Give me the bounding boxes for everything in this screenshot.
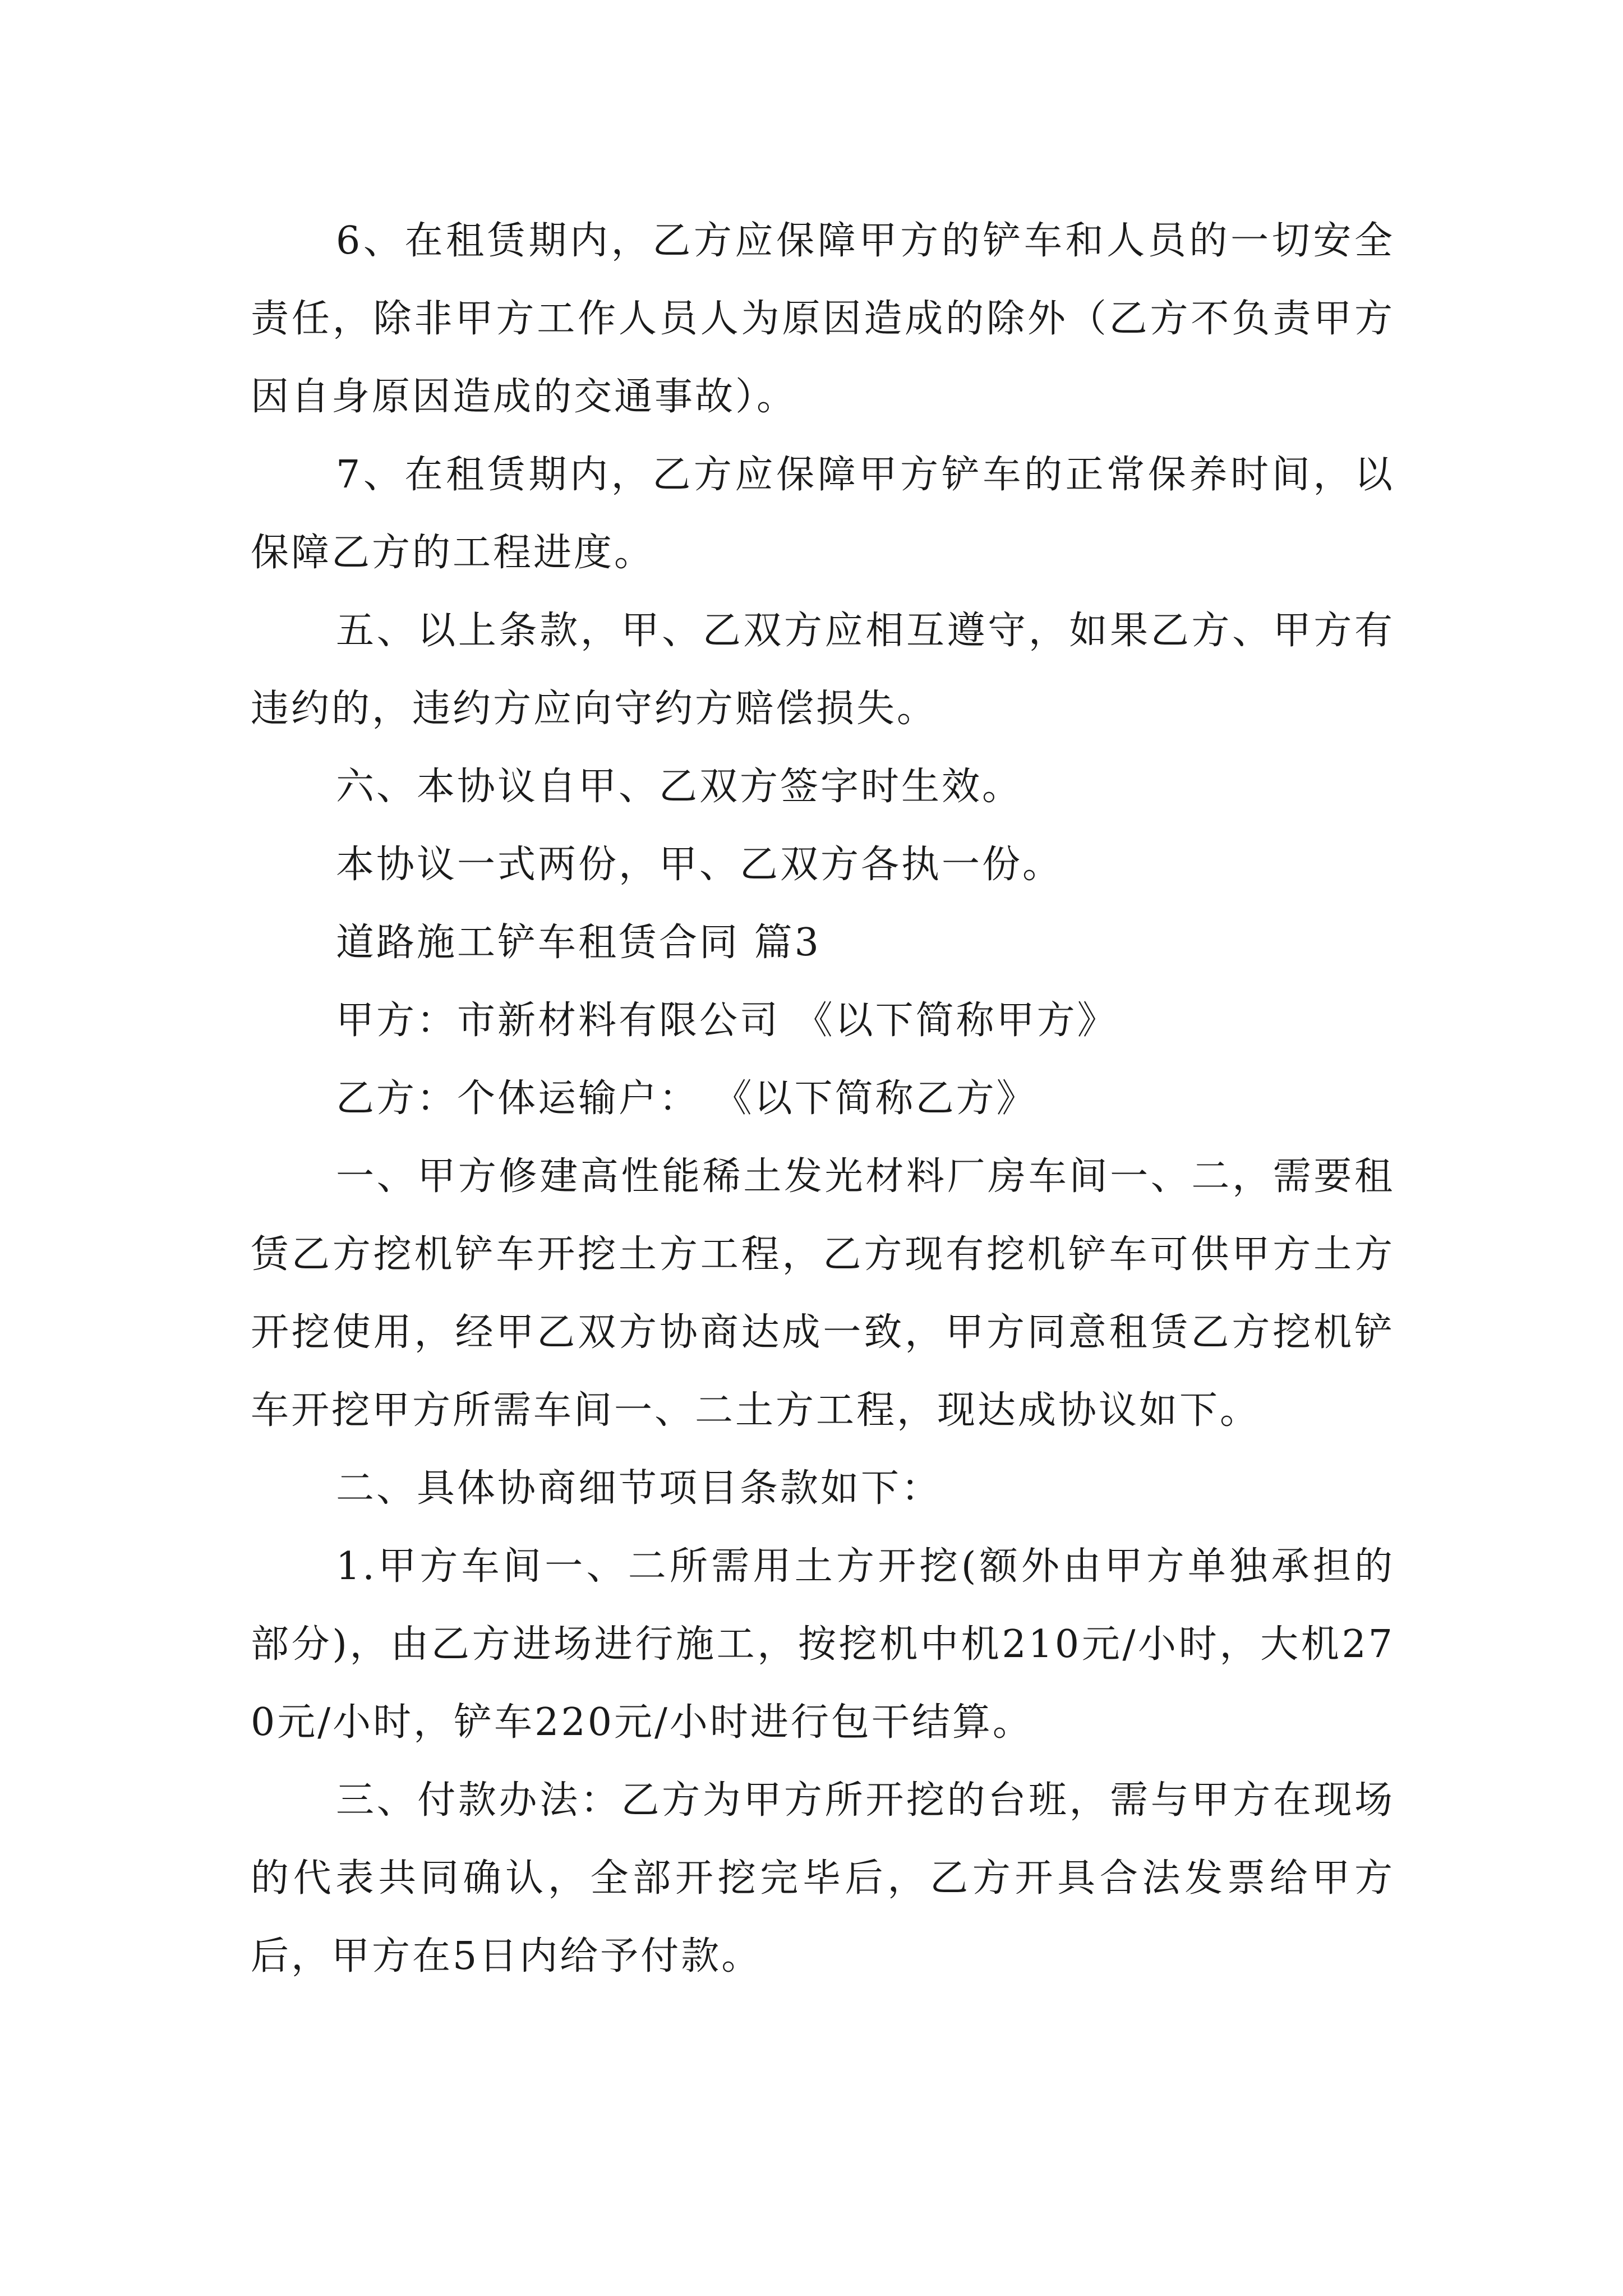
paragraph-section-5: 五、以上条款，甲、乙双方应相互遵守，如果乙方、甲方有违约的，违约方应向守约方赔偿损失。 xyxy=(251,609,1395,731)
paragraph-item-1: 1.甲方车间一、二所需用土方开挖(额外由甲方单独承担的部分)，由乙方进场进行施工，按挖机中机210元/小时，大机270元/小时，铲车220元/小时进行包干结算。 xyxy=(251,1544,1395,1745)
paragraph-clause-7: 7、在租赁期内，乙方应保障甲方铲车的正常保养时间，以保障乙方的工程进度。 xyxy=(251,453,1395,575)
party-b: 乙方：个体运输户： 《以下简称乙方》 xyxy=(336,1076,1037,1121)
paragraph-section-3: 三、付款办法：乙方为甲方所开挖的台班，需与甲方在现场的代表共同确认，全部开挖完毕后，乙方开具合法发票给甲方后，甲方在5日内给予付款。 xyxy=(251,1778,1395,1978)
contract-title: 道路施工铲车租赁合同 篇3 xyxy=(336,921,821,965)
paragraph-copies: 本协议一式两份，甲、乙双方各执一份。 xyxy=(336,843,1063,887)
paragraph-section-1: 一、甲方修建高性能稀土发光材料厂房车间一、二，需要租赁乙方挖机铲车开挖土方工程，乙方现有挖机铲车可供甲方土方开挖使用，经甲乙双方协商达成一致，甲方同意租赁乙方挖机铲车开挖甲方所需车间一、二土方工程，现达成协议如下。 xyxy=(251,1154,1395,1433)
document-body xyxy=(251,202,1395,1995)
party-a: 甲方：市新材料有限公司 《以下简称甲方》 xyxy=(336,999,1118,1043)
paragraph-section-2: 二、具体协商细节项目条款如下： xyxy=(336,1466,942,1511)
paragraph-clause-6: 6、在租赁期内，乙方应保障甲方的铲车和人员的一切安全责任，除非甲方工作人员人为原因造成的除外（乙方不负责甲方因自身原因造成的交通事故）。 xyxy=(251,219,1395,419)
paragraph-section-6: 六、本协议自甲、乙双方签字时生效。 xyxy=(336,765,1023,809)
